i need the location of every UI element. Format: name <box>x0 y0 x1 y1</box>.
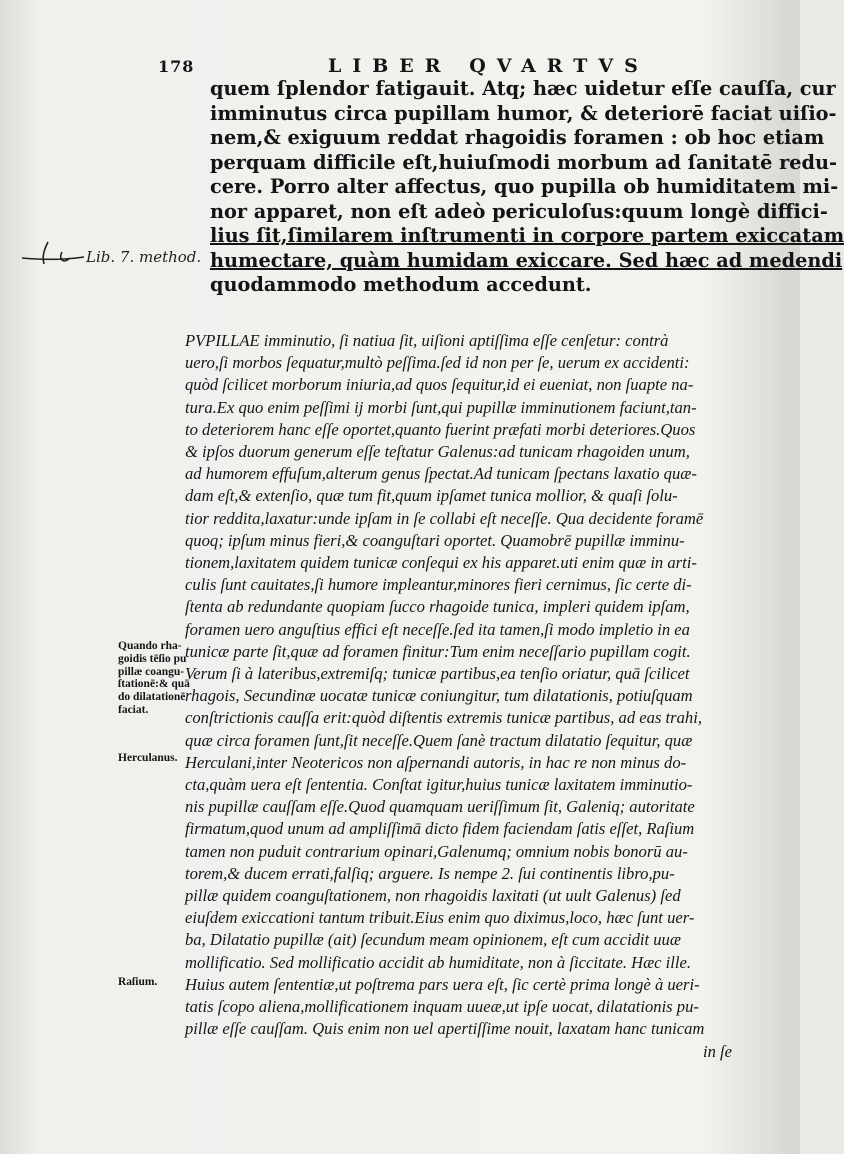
margin-note-line: Quando rha- <box>118 640 182 652</box>
text-line: tior reddita,laxatur:unde ipſam in ſe collabi eſt neceſſe. Qua decidente foramē <box>185 508 704 528</box>
catchword: in ſe <box>702 1041 732 1061</box>
text-line: cta,quàm uera eſt ſententia. Conſtat igitur,huius tunicæ laxitatem imminutio- <box>185 775 693 795</box>
text-line: dam eſt,& extenſio, quæ tum fit,quum ipſamet tunica mollior, & quaſi ſolu- <box>185 486 678 506</box>
margin-note-line: do dilatationē <box>118 691 186 704</box>
text-line: pillæ quidem coanguſtationem, non rhagoidis laxitati (ut uult Galenus) ſed <box>185 886 681 906</box>
handwritten-annotation <box>14 236 204 276</box>
text-line: mollificatio. Sed mollificatio accidit ab humiditate, non à ſiccitate. Hæc ille. <box>185 952 692 972</box>
text-line: ſtenta ab redundante quopiam ſucco rhagoide tunica, impleri quidem ipſam, <box>185 597 690 617</box>
margin-note-quando <box>118 640 196 717</box>
text-line: quòd ſcilicet morborum iniuria,ad quos ſequitur,id ei eueniat, non ſuapte na- <box>185 375 694 395</box>
text-line: tunicæ parte ſit,quæ ad foramen finitur:Tum enim neceſſario pupillam cogit. <box>185 641 691 661</box>
text-line: Huius autem ſententiæ,ut poſtrema pars uera eſt, ſic certè prima longè à ueri- <box>185 974 700 994</box>
underlined-text-line: lius ſit,ſimilarem inſtrumenti in corpore partem exiccatam <box>210 224 844 247</box>
text-line: conſtrictionis cauſſa erit:quòd diſtentis extremis tunicæ partibus, ad eas trahi, <box>185 708 702 728</box>
text-line: cere. Porro alter affectus, quo pupilla ob humiditatem mi- <box>210 175 839 198</box>
text-line: tatis ſcopo aliena,mollificationem inquam uueæ,ut ipſe uocat, dilatationis pu- <box>185 997 699 1017</box>
text-line: nor apparet, non eſt adeò periculoſus:quum longè diffici- <box>210 199 828 223</box>
text-line: PVPILLAE imminutio, ſi natiua ſit, uiſioni aptiſſima eſſe cenſetur: contrà <box>185 331 669 350</box>
margin-note-line: goidis tēſio pu <box>118 652 187 665</box>
text-line: tamen non puduit contrarium opinari,Galenumq; omnium nobis bonorū au- <box>185 841 688 861</box>
text-line: pillæ eſſe cauſſam. Quis enim non uel apertiſſime nouit, laxatam hanc tunicam <box>185 1019 705 1039</box>
margin-note-herculanus: Herculanus. <box>118 752 178 764</box>
text-line: nis pupillæ cauſſam eſſe.Quod quamquam ueriſſimum ſit, Galeniq; autoritate <box>185 797 695 817</box>
main-paragraph <box>185 330 770 1063</box>
margin-note-line: pillæ coangu- <box>118 665 185 678</box>
running-title: LIBER QVARTVS <box>328 55 649 77</box>
text-line: eiuſdem exiccationi tantum tribuit.Eius enim quo diximus,loco, hæc ſunt uer- <box>185 908 695 928</box>
text-line: & ipſos duorum generum eſſe teſtatur Galenus:ad tunicam rhagoiden unum, <box>185 442 690 462</box>
text-line: ba, Dilatatio pupillæ (ait) ſecundum meam opinionem, eſt cum accidit uuæ <box>185 930 681 950</box>
text-line: to deteriorem hanc eſſe oportet,quanto fuerint præfati morbi deteriores.Quos <box>185 419 696 439</box>
handwritten-note-text: Lib. 7. method. <box>86 248 202 266</box>
text-line: uero,ſi morbos ſequatur,multò peſſima.ſed id non per ſe, uerum ex accidenti: <box>185 353 690 373</box>
continuation-paragraph <box>210 77 844 298</box>
text-line: perquam difficile eſt,huiuſmodi morbum ad ſanitatē redu- <box>210 150 838 174</box>
text-line: tura.Ex quo enim peſſimi ij morbi ſunt,qui pupillæ imminutionem faciunt,tan- <box>185 397 697 417</box>
text-line: tionem,laxitatem quidem tunicæ conſequi ex his apparet.uti enim quæ in arti- <box>185 553 697 573</box>
text-line: quæ circa foramen ſunt,ſit neceſſe.Quem ſanè tractum dilatatio ſequitur, quæ <box>185 730 693 750</box>
text-line: foramen uero anguſtius effici eſt neceſſe.ſed ita tamen,ſi modo impletio in ea <box>185 619 690 639</box>
text-line: quoq; ipſum minus fieri,& coanguſtari oportet. Quamobrē pupillæ imminu- <box>185 530 685 550</box>
text-line: ad humorem effuſum,alterum genus ſpectat.Ad tunicam ſpectans laxatio quæ- <box>185 464 697 484</box>
margin-note-line: faciat. <box>118 703 149 716</box>
text-line: nem,& exiguum reddat rhagoidis foramen : ob hoc etiam <box>210 126 825 149</box>
text-line: imminutus circa pupillam humor, & deteriorē faciat uiſio- <box>210 101 837 125</box>
text-line: Verum ſi à lateribus,extremiſq; tunicæ partibus,ea tenſio oriatur, quā ſcilicet <box>185 664 690 684</box>
margin-note-line: ſtationē:& quā <box>118 678 190 691</box>
text-line: culis ſunt cauitates,ſi humore impleantur,minores fieri cernimus, ſic certe di- <box>185 575 692 595</box>
text-line: quem ſplendor fatigauit. Atq; hæc uidetur eſſe cauſſa, cur <box>210 77 836 100</box>
text-line: quodammodo methodum accedunt. <box>210 273 592 296</box>
underlined-text-line: humectare, quàm humidam exiccare. Sed hæc ad medendi <box>210 248 843 272</box>
margin-note-rasium: Raſium. <box>118 976 158 988</box>
page-number: 178 <box>158 57 195 76</box>
text-line: torem,& ducem errati,falſiq; arguere. Is nempe 2. ſui continentis libro,pu- <box>185 863 675 883</box>
text-line: rhagois, Secundinæ uocatæ tunicæ coniungitur, tum dilatationis, potiuſquam <box>185 686 693 706</box>
text-line: firmatum,quod unum ad ampliſſimā dicto fidem faciendam ſatis eſſet, Raſium <box>185 819 695 839</box>
text-line: Herculani,inter Neotericos non aſpernandi autoris, in hac re non minus do- <box>185 752 687 772</box>
